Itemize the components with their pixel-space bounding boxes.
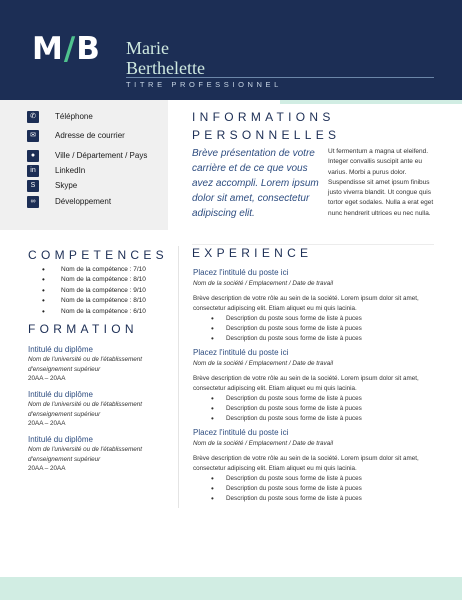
contact-label: Skype xyxy=(55,181,78,190)
job-position: Placez l'intitulé du poste ici xyxy=(193,428,289,437)
education-years: 20AA – 20AA xyxy=(28,465,66,472)
phone-icon: ✆ xyxy=(27,111,39,123)
list-item: • Description du poste sous forme de liste à puces xyxy=(193,334,437,344)
experience-entry xyxy=(193,347,437,424)
contact-website xyxy=(27,196,167,208)
job-title: TITRE PROFESSIONNEL xyxy=(126,80,282,89)
school-name: Nom de l'université ou de l'établissement d'enseignement supérieur xyxy=(28,401,143,418)
link-icon: ∞ xyxy=(27,196,39,208)
monogram-slash: / xyxy=(63,31,77,67)
contact-label: Ville / Département / Pays xyxy=(55,151,148,160)
school-name: Nom de l'université ou de l'établissement d'enseignement supérieur xyxy=(28,446,143,463)
contact-email xyxy=(27,130,167,142)
candidate-name xyxy=(126,38,205,78)
accent-strip-top xyxy=(280,100,462,104)
contact-linkedin xyxy=(27,165,167,177)
personal-info-title-line2: PERSONNELLES xyxy=(192,128,341,142)
career-intro: Brève présentation de votre carrière et de ce que vous avez accompli. Lorem ipsum dolor sit amet, consectetur adipiscing elit. xyxy=(192,148,319,219)
company-info: Nom de la société / Emplacement / Date de travail xyxy=(193,440,333,447)
skype-icon: S xyxy=(27,180,39,192)
personal-info-text: Ut fermentum a magna ut eleifend. Integer convallis suscipit ante eu varius. Morbi a purus dolor. Suspendisse sit amet ipsum finibus justo viverra blandit. Ut congue quis tortor eget sodales. Nulla a erat eget nunc hendrerit ultrices eu nec nulla. xyxy=(328,148,434,217)
list-item: • Description du poste sous forme de liste à puces xyxy=(193,414,437,424)
last-name: Berthelette xyxy=(126,58,205,78)
column-divider xyxy=(178,246,179,508)
linkedin-icon: in xyxy=(27,165,39,177)
job-bullets xyxy=(193,314,437,344)
contact-label: Adresse de courrier xyxy=(55,131,125,140)
resume-header xyxy=(0,0,462,100)
list-item: • Nom de la compétence : 8/10 xyxy=(42,296,146,306)
education-years: 20AA – 20AA xyxy=(28,420,66,427)
monogram-left: M xyxy=(32,31,64,67)
list-item: • Description du poste sous forme de liste à puces xyxy=(193,474,437,484)
job-bullets xyxy=(193,474,437,504)
job-description: Brève description de votre rôle au sein de la société. Lorem ipsum dolor sit amet, consectetur adipiscing elit. Etiam aliquet eu mi quis lacinia. xyxy=(193,295,419,312)
degree-title: Intitulé du diplôme xyxy=(28,435,93,444)
list-item: • Nom de la compétence : 6/10 xyxy=(42,307,146,317)
experience-entry xyxy=(193,267,437,344)
experience-title: EXPERIENCE xyxy=(192,246,313,260)
title-divider xyxy=(126,77,434,78)
company-info: Nom de la société / Emplacement / Date de travail xyxy=(193,360,333,367)
monogram-logo xyxy=(32,31,101,67)
formation-title: FORMATION xyxy=(28,322,138,336)
job-bullets xyxy=(193,394,437,424)
contact-label: Développement xyxy=(55,197,112,206)
degree-title: Intitulé du diplôme xyxy=(28,345,93,354)
email-icon: ✉ xyxy=(27,130,39,142)
personal-info-title xyxy=(192,108,340,144)
list-item: • Description du poste sous forme de liste à puces xyxy=(193,484,437,494)
monogram-right: B xyxy=(76,31,101,67)
list-item: • Description du poste sous forme de liste à puces xyxy=(193,494,437,504)
contact-label: LinkedIn xyxy=(55,166,86,175)
list-item: • Nom de la compétence : 9/10 xyxy=(42,286,146,296)
list-item: • Nom de la compétence : 8/10 xyxy=(42,275,146,285)
first-name: Marie xyxy=(126,38,169,58)
job-position: Placez l'intitulé du poste ici xyxy=(193,348,289,357)
school-name: Nom de l'université ou de l'établissement d'enseignement supérieur xyxy=(28,356,143,373)
competences-title: COMPETENCES xyxy=(28,248,168,262)
education-entry xyxy=(28,434,168,474)
degree-title: Intitulé du diplôme xyxy=(28,390,93,399)
experience-entry xyxy=(193,427,437,504)
competences-list xyxy=(42,265,146,317)
footer-strip xyxy=(0,577,462,600)
contact-location xyxy=(27,150,167,162)
job-position: Placez l'intitulé du poste ici xyxy=(193,268,289,277)
location-icon: ● xyxy=(27,150,39,162)
education-years: 20AA – 20AA xyxy=(28,375,66,382)
list-item: • Nom de la compétence : 7/10 xyxy=(42,265,146,275)
company-info: Nom de la société / Emplacement / Date de travail xyxy=(193,280,333,287)
education-entry xyxy=(28,344,168,384)
personal-info-title-line1: INFORMATIONS xyxy=(192,110,335,124)
list-item: • Description du poste sous forme de liste à puces xyxy=(193,314,437,324)
job-description: Brève description de votre rôle au sein de la société. Lorem ipsum dolor sit amet, consectetur adipiscing elit. Etiam aliquet eu mi quis lacinia. xyxy=(193,455,419,472)
contact-label: Téléphone xyxy=(55,112,93,121)
education-entry xyxy=(28,389,168,429)
job-description: Brève description de votre rôle au sein de la société. Lorem ipsum dolor sit amet, consectetur adipiscing elit. Etiam aliquet eu mi quis lacinia. xyxy=(193,375,419,392)
contact-skype xyxy=(27,180,167,192)
contact-phone xyxy=(27,111,167,123)
list-item: • Description du poste sous forme de liste à puces xyxy=(193,404,437,414)
list-item: • Description du poste sous forme de liste à puces xyxy=(193,324,437,334)
list-item: • Description du poste sous forme de liste à puces xyxy=(193,394,437,404)
